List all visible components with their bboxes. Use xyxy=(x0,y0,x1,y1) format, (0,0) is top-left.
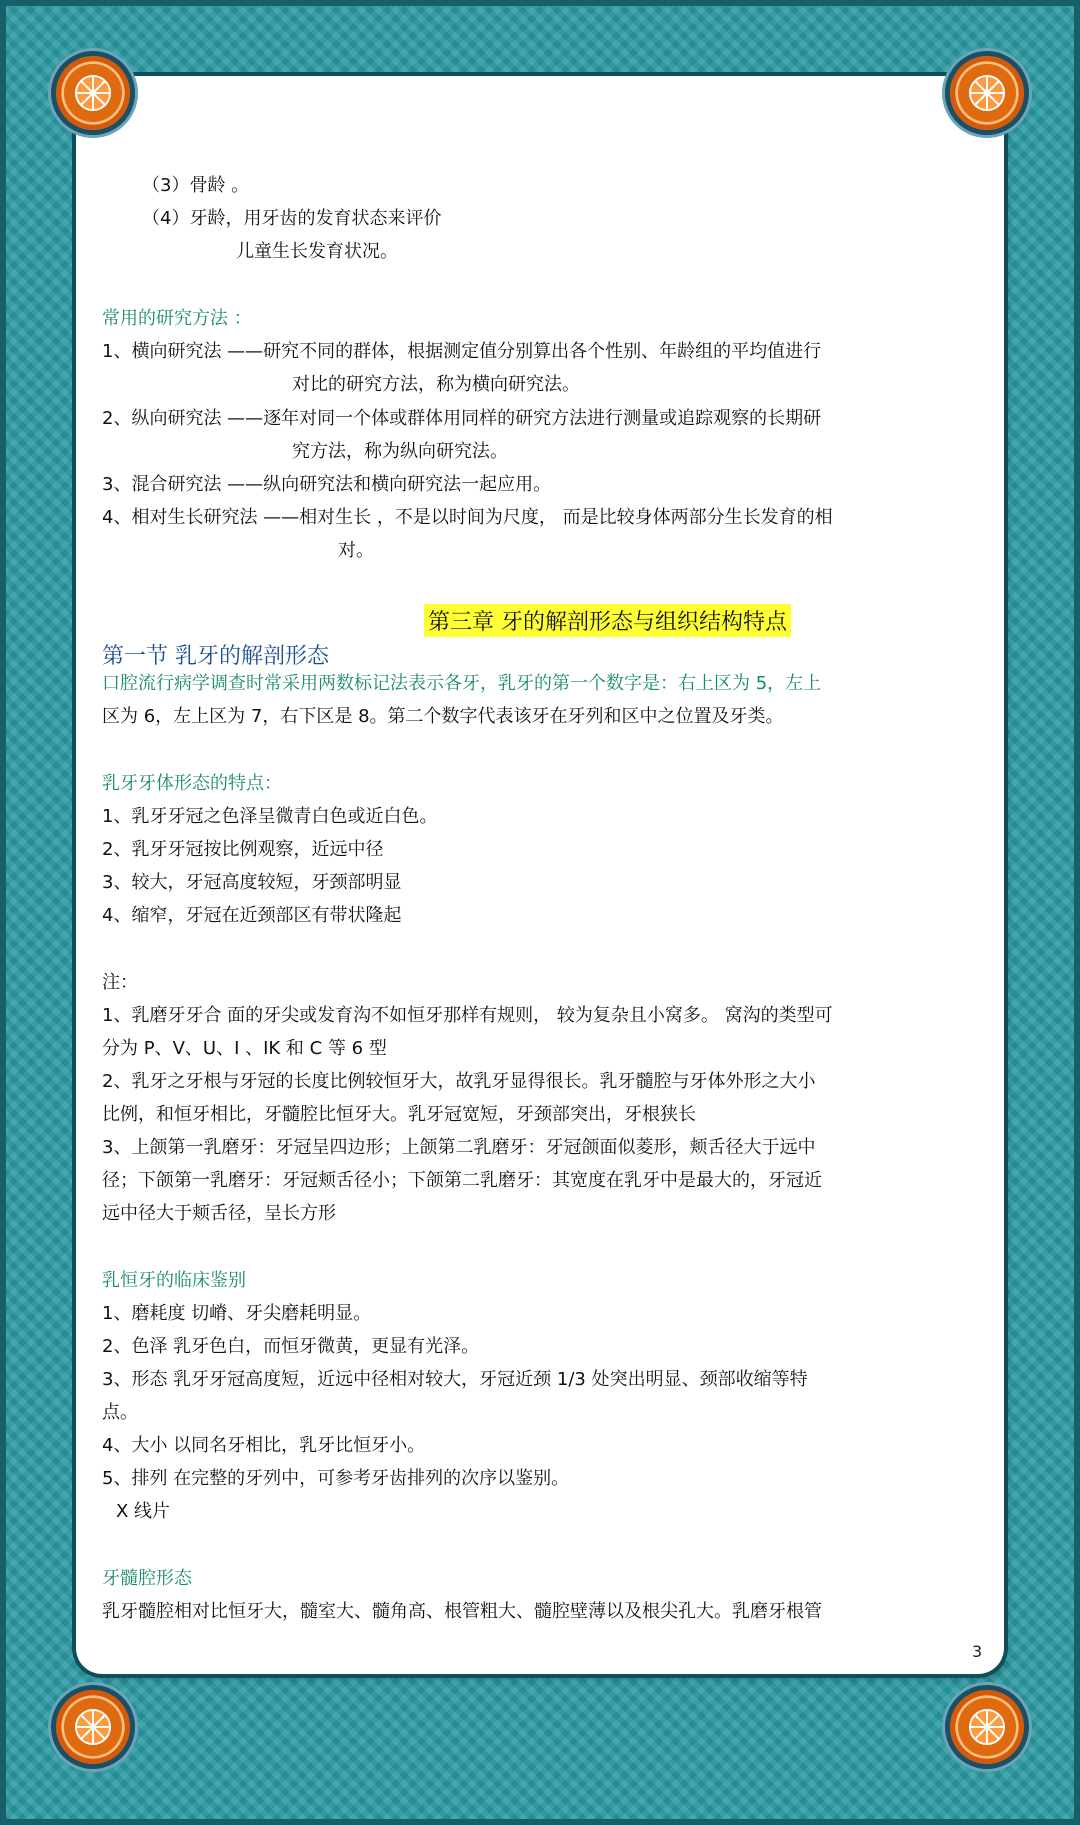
text-line: 口腔流行病学调查时常采用两数标记法表示各牙，乳牙的第一个数字是：右上区为 5，左上 xyxy=(102,673,822,694)
text-line: （4）牙龄，用牙齿的发育状态来评价 xyxy=(142,208,442,229)
text-line: 1、乳牙牙冠之色泽呈微青白色或近白色。 xyxy=(102,806,438,827)
text-line: 对比的研究方法，称为横向研究法。 xyxy=(292,374,580,395)
section-title: 第一节 乳牙的解剖形态 xyxy=(102,644,329,669)
text-line: 对。 xyxy=(338,540,374,561)
text-line: 究方法，称为纵向研究法。 xyxy=(292,441,508,462)
text-line: 乳牙髓腔相对比恒牙大，髓室大、髓角高、根管粗大、髓腔壁薄以及根尖孔大。乳磨牙根管 xyxy=(102,1601,822,1622)
text-line: 4、大小 以同名牙相比，乳牙比恒牙小。 xyxy=(102,1435,426,1456)
text-line: 比例，和恒牙相比，牙髓腔比恒牙大。乳牙冠宽短，牙颈部突出，牙根狭长 xyxy=(102,1104,696,1125)
text-line: 1、乳磨牙牙合 面的牙尖或发育沟不如恒牙那样有规则， 较为复杂且小窝多。 窝沟的类型可 xyxy=(102,1005,833,1026)
text-line: 2、乳牙之牙根与牙冠的长度比例较恒牙大，故乳牙显得很长。乳牙髓腔与牙体外形之大小 xyxy=(102,1071,816,1092)
note-label: 注： xyxy=(102,972,138,993)
text-line: 4、相对生长研究法 ——相对生长 ，不是以时间为尺度， 而是比较身体两部分生长发育的相 xyxy=(102,507,833,528)
text-line: 2、纵向研究法 ——逐年对同一个体或群体用同样的研究方法进行测量或追踪观察的长期研 xyxy=(102,408,822,429)
text-line: 3、形态 乳牙牙冠高度短，近远中径相对较大，牙冠近颈 1/3 处突出明显、颈部收缩等特 xyxy=(102,1369,808,1390)
text-line: 1、磨耗度 切嵴、牙尖磨耗明显。 xyxy=(102,1303,372,1324)
heading-research-methods: 常用的研究方法 ： xyxy=(102,308,252,329)
text-line: 2、色泽 乳牙色白，而恒牙微黄，更显有光泽。 xyxy=(102,1336,480,1357)
heading-pulp-cavity: 牙髓腔形态 xyxy=(102,1568,192,1589)
text-line: 4、缩窄，牙冠在近颈部区有带状隆起 xyxy=(102,905,402,926)
heading-clinical-identification: 乳恒牙的临床鉴别 xyxy=(102,1270,246,1291)
text-line: 区为 6，左上区为 7，右下区是 8。第二个数字代表该牙在牙列和区中之位置及牙类。 xyxy=(102,706,784,727)
chapter-title: 第三章 牙的解剖形态与组织结构特点 xyxy=(424,604,791,637)
text-line: 分为 P、V、U、I 、IK 和 C 等 6 型 xyxy=(102,1038,387,1059)
text-line: 点。 xyxy=(102,1402,138,1423)
text-line: 5、排列 在完整的牙列中，可参考牙齿排列的次序以鉴别。 xyxy=(102,1468,570,1489)
text-line: X 线片 xyxy=(116,1501,171,1522)
text-line: 2、乳牙牙冠按比例观察，近远中径 xyxy=(102,839,384,860)
corner-ornament-icon xyxy=(950,56,1024,130)
text-line: 径；下颌第一乳磨牙：牙冠颊舌径小；下颌第二乳磨牙：其宽度在乳牙中是最大的，牙冠近 xyxy=(102,1170,822,1191)
text-line: 3、混合研究法 ——纵向研究法和横向研究法一起应用。 xyxy=(102,474,552,495)
page-number: 3 xyxy=(972,1642,983,1661)
text-line: （3）骨龄 。 xyxy=(142,175,250,196)
text-line: 儿童生长发育状况。 xyxy=(236,241,398,262)
corner-ornament-icon xyxy=(56,1690,130,1764)
text-line: 3、较大，牙冠高度较短，牙颈部明显 xyxy=(102,872,402,893)
text-line: 3、上颌第一乳磨牙：牙冠呈四边形；上颌第二乳磨牙：牙冠颌面似菱形，颊舌径大于远中 xyxy=(102,1137,816,1158)
corner-ornament-icon xyxy=(56,56,130,130)
text-line: 远中径大于颊舌径，呈长方形 xyxy=(102,1203,336,1224)
text-line: 1、横向研究法 ——研究不同的群体，根据测定值分别算出各个性别、年龄组的平均值进行 xyxy=(102,341,822,362)
heading-deciduous-features: 乳牙牙体形态的特点： xyxy=(102,773,282,794)
corner-ornament-icon xyxy=(950,1690,1024,1764)
